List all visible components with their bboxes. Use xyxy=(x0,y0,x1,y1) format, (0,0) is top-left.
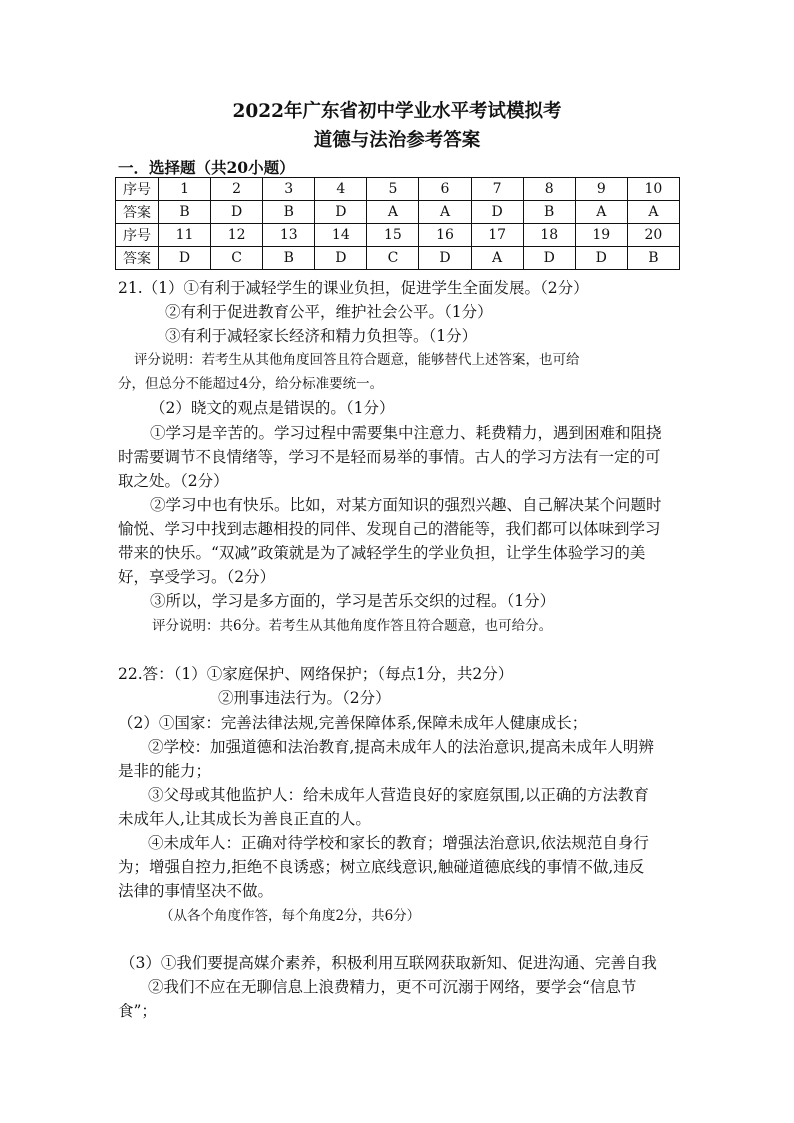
table-cell: A xyxy=(575,201,627,224)
table-cell: D xyxy=(419,247,471,270)
answer-21-part2: （2）晓文的观点是错误的。（1分） xyxy=(150,399,395,417)
table-cell: 8 xyxy=(523,178,575,201)
answer-21-part1: 21.（1）①有利于减轻学生的课业负担，促进学生全面发展。（2分） xyxy=(118,279,589,297)
table-cell: 17 xyxy=(471,224,523,247)
answer-21-part2-p2-cont: 愉悦、学习中找到志趣相投的同伴、发现自己的潜能等，我们都可以体味到学习 xyxy=(118,520,661,538)
table-cell: 19 xyxy=(575,224,627,247)
table-cell: A xyxy=(627,201,679,224)
answer-22-part2-p1: （2）①国家：完善法律法规,完善保障体系,保障未成年人健康成长； xyxy=(118,714,588,732)
document-title: 2022年广东省初中学业水平考试模拟考 xyxy=(232,101,562,122)
table-cell: 11 xyxy=(159,224,211,247)
table-cell: B xyxy=(159,201,211,224)
answer-21-part2-p3: ③所以，学习是多方面的，学习是苦乐交织的过程。（1分） xyxy=(150,592,556,610)
table-cell: 6 xyxy=(419,178,471,201)
answer-table xyxy=(115,177,680,270)
answer-22-part3-p1: （3）①我们要提高媒介素养，积极利用互联网获取新知、促进沟通、完善自我 xyxy=(120,954,657,972)
row-label: 序号 xyxy=(116,224,159,247)
table-cell: 13 xyxy=(263,224,315,247)
table-cell: D xyxy=(211,201,263,224)
table-cell: 7 xyxy=(471,178,523,201)
table-cell: D xyxy=(315,247,367,270)
table-cell: D xyxy=(575,247,627,270)
table-cell: 1 xyxy=(159,178,211,201)
answer-22-part2-p4-cont: 为；增强自控力,拒绝不良诱惑；树立底线意识,触碰道德底线的事情不做,违反 xyxy=(118,858,645,876)
answer-21-part2-p1: ①学习是辛苦的。学习过程中需要集中注意力、耗费精力，遇到困难和阻挠 xyxy=(150,424,662,442)
answer-21-point3: ③有利于减轻家长经济和精力负担等。（1分） xyxy=(165,327,478,345)
table-cell: C xyxy=(367,247,419,270)
table-row xyxy=(116,201,680,224)
answer-22-part2-p4: ④未成年人：正确对待学校和家长的教育；增强法治意识,依法规范自身行 xyxy=(148,834,649,852)
table-cell: 4 xyxy=(315,178,367,201)
table-cell: D xyxy=(315,201,367,224)
table-cell: D xyxy=(159,247,211,270)
scoring-note-21-2: 评分说明：共6分。若考生从其他角度作答且符合题意，也可给分。 xyxy=(152,618,553,634)
table-row xyxy=(116,247,680,270)
table-cell: 5 xyxy=(367,178,419,201)
document-subtitle: 道德与法治参考答案 xyxy=(313,130,481,151)
table-cell: 18 xyxy=(523,224,575,247)
table-cell: 10 xyxy=(627,178,679,201)
table-cell: 14 xyxy=(315,224,367,247)
answer-22-part2-p2: ②学校：加强道德和法治教育,提高未成年人的法治意识,提高未成年人明辨 xyxy=(148,738,654,756)
table-cell: B xyxy=(263,201,315,224)
answer-21-part2-p1-cont: 时需要调节不良情绪等，学习不是轻而易举的事情。古人的学习方法有一定的可 xyxy=(118,448,661,466)
table-row xyxy=(116,178,680,201)
answer-22-part1-point2: ②刑事违法行为。（2分） xyxy=(218,689,391,707)
answer-21-part2-p1-end: 取之处。（2分） xyxy=(118,472,229,490)
answer-21-part2-p2-cont2: 带来的快乐。“双减”政策就是为了减轻学生的学业负担，让学生体验学习的美 xyxy=(118,544,646,562)
table-cell: 9 xyxy=(575,178,627,201)
scoring-note-22-2: （从各个角度作答，每个角度2分，共6分） xyxy=(160,908,421,924)
answer-21-part2-p2-end: 好，享受学习。（2分） xyxy=(118,568,276,586)
table-cell: B xyxy=(523,201,575,224)
row-label: 答案 xyxy=(116,201,159,224)
table-cell: B xyxy=(627,247,679,270)
table-cell: 20 xyxy=(627,224,679,247)
answer-22-part2-p4-end: 法律的事情坚决不做。 xyxy=(118,882,274,900)
table-cell: A xyxy=(367,201,419,224)
answer-22-part3-p2: ②我们不应在无聊信息上浪费精力，更不可沉溺于网络，要学会“信息节 xyxy=(148,978,637,996)
scoring-note-21-1: 评分说明：若考生从其他角度回答且符合题意，能够替代上述答案，也可给 xyxy=(134,352,580,368)
table-cell: 15 xyxy=(367,224,419,247)
table-cell: 12 xyxy=(211,224,263,247)
answer-22-part2-p3: ③父母或其他监护人：给未成年人营造良好的家庭氛围,以正确的方法教育 xyxy=(148,786,649,804)
table-cell: A xyxy=(471,247,523,270)
answer-22-part2-p2-cont: 是非的能力； xyxy=(118,762,212,780)
table-cell: 16 xyxy=(419,224,471,247)
section-heading-choice: 一．选择题（共20小题） xyxy=(118,158,295,177)
answer-22-part1: 22.答：（1）①家庭保护、网络保护；（每点1分，共2分） xyxy=(118,665,514,683)
scoring-note-21-1-cont: 分，但总分不能超过4分，给分标准要统一。 xyxy=(118,376,384,392)
answer-22-part3-p2-cont: 食”； xyxy=(118,1002,157,1020)
table-row xyxy=(116,224,680,247)
answer-22-part2-p3-cont: 未成年人,让其成长为善良正直的人。 xyxy=(118,810,371,828)
table-cell: 3 xyxy=(263,178,315,201)
row-label: 序号 xyxy=(116,178,159,201)
row-label: 答案 xyxy=(116,247,159,270)
table-cell: D xyxy=(523,247,575,270)
answer-21-part2-p2: ②学习中也有快乐。比如，对某方面知识的强烈兴趣、自己解决某个问题时 xyxy=(150,496,662,514)
table-cell: A xyxy=(419,201,471,224)
table-cell: D xyxy=(471,201,523,224)
table-cell: 2 xyxy=(211,178,263,201)
answer-21-point2: ②有利于促进教育公平，维护社会公平。（1分） xyxy=(165,303,493,321)
table-cell: B xyxy=(263,247,315,270)
table-cell: C xyxy=(211,247,263,270)
